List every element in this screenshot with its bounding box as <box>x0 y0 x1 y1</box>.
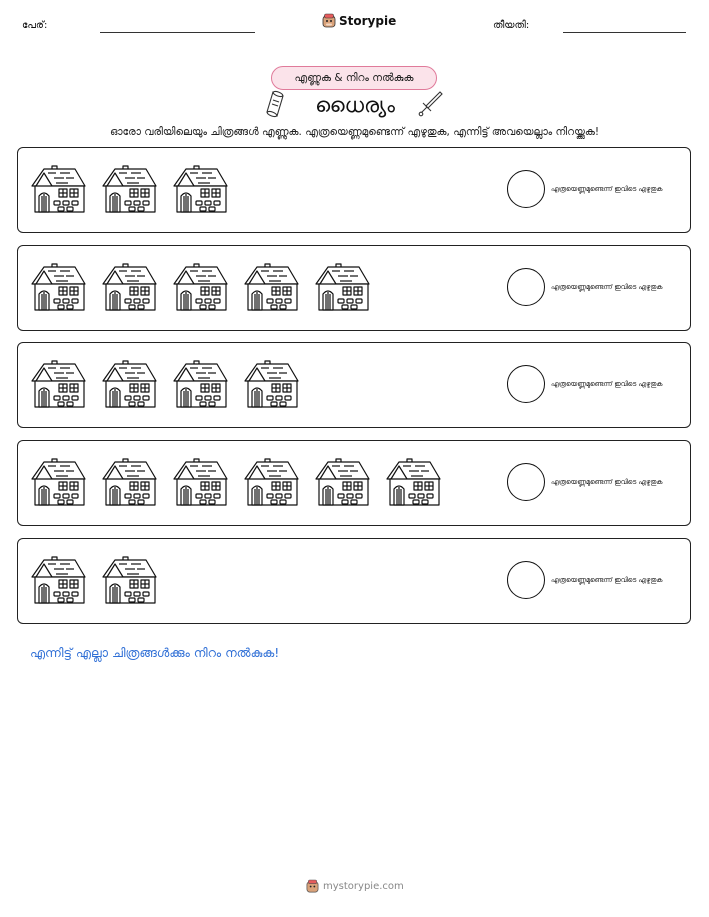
answer-circle[interactable] <box>507 365 545 403</box>
storypie-mascot-icon <box>322 13 336 29</box>
storypie-mascot-icon <box>306 879 319 894</box>
name-line[interactable] <box>100 32 255 33</box>
house-icon <box>243 262 300 312</box>
house-icon <box>172 262 229 312</box>
answer-circle[interactable] <box>507 170 545 208</box>
write-hint: എത്രയെണ്ണമുണ്ടെന്ന് ഇവിടെ എഴുതുക <box>551 283 663 291</box>
house-group <box>30 262 371 312</box>
count-row <box>17 147 691 233</box>
color-instruction: എന്നിട്ട് എല്ലാ ചിത്രങ്ങൾക്കും നിറം നൽകുക! <box>30 645 280 660</box>
footer-url: mystorypie.com <box>323 881 404 892</box>
count-row <box>17 538 691 624</box>
count-row <box>17 342 691 428</box>
house-icon <box>30 555 87 605</box>
name-label: പേര്: <box>22 20 48 31</box>
date-label: തീയതി: <box>493 20 530 31</box>
house-icon <box>243 457 300 507</box>
scroll-icon <box>265 90 287 120</box>
house-icon <box>30 164 87 214</box>
house-icon <box>172 164 229 214</box>
count-row <box>17 440 691 526</box>
brand-name: Storypie <box>339 14 397 28</box>
answer-circle[interactable] <box>507 463 545 501</box>
house-icon <box>30 262 87 312</box>
instructions: ഓരോ വരിയിലെയും ചിത്രങ്ങൾ എണ്ണുക. എത്രയെണ്ണമുണ്ടെന്ന് എഴുതുക, എന്നിട്ട് അവയെല്ലാം നിറയ്ക്കുക! <box>109 126 600 138</box>
write-hint: എത്രയെണ്ണമുണ്ടെന്ന് ഇവിടെ എഴുതുക <box>551 478 663 486</box>
house-icon <box>101 262 158 312</box>
page-title: ധൈര്യം <box>315 93 395 117</box>
write-hint: എത്രയെണ്ണമുണ്ടെന്ന് ഇവിടെ എഴുതുക <box>551 576 663 584</box>
storypie-logo <box>322 13 396 29</box>
write-hint: എത്രയെണ്ണമുണ്ടെന്ന് ഇവിടെ എഴുതുക <box>551 380 663 388</box>
house-icon <box>101 359 158 409</box>
house-icon <box>172 359 229 409</box>
house-group <box>30 457 442 507</box>
house-icon <box>385 457 442 507</box>
house-icon <box>101 457 158 507</box>
answer-circle[interactable] <box>507 561 545 599</box>
activity-tag: എണ്ണുക & നിറം നൽകുക <box>271 66 437 90</box>
house-icon <box>314 262 371 312</box>
house-icon <box>243 359 300 409</box>
house-icon <box>101 555 158 605</box>
house-group <box>30 555 158 605</box>
house-group <box>30 359 300 409</box>
footer-logo <box>306 879 404 894</box>
answer-circle[interactable] <box>507 268 545 306</box>
house-group <box>30 164 229 214</box>
sword-icon <box>418 90 444 120</box>
house-icon <box>314 457 371 507</box>
date-line[interactable] <box>563 32 686 33</box>
count-row <box>17 245 691 331</box>
house-icon <box>101 164 158 214</box>
house-icon <box>172 457 229 507</box>
house-icon <box>30 457 87 507</box>
write-hint: എത്രയെണ്ണമുണ്ടെന്ന് ഇവിടെ എഴുതുക <box>551 185 663 193</box>
house-icon <box>30 359 87 409</box>
